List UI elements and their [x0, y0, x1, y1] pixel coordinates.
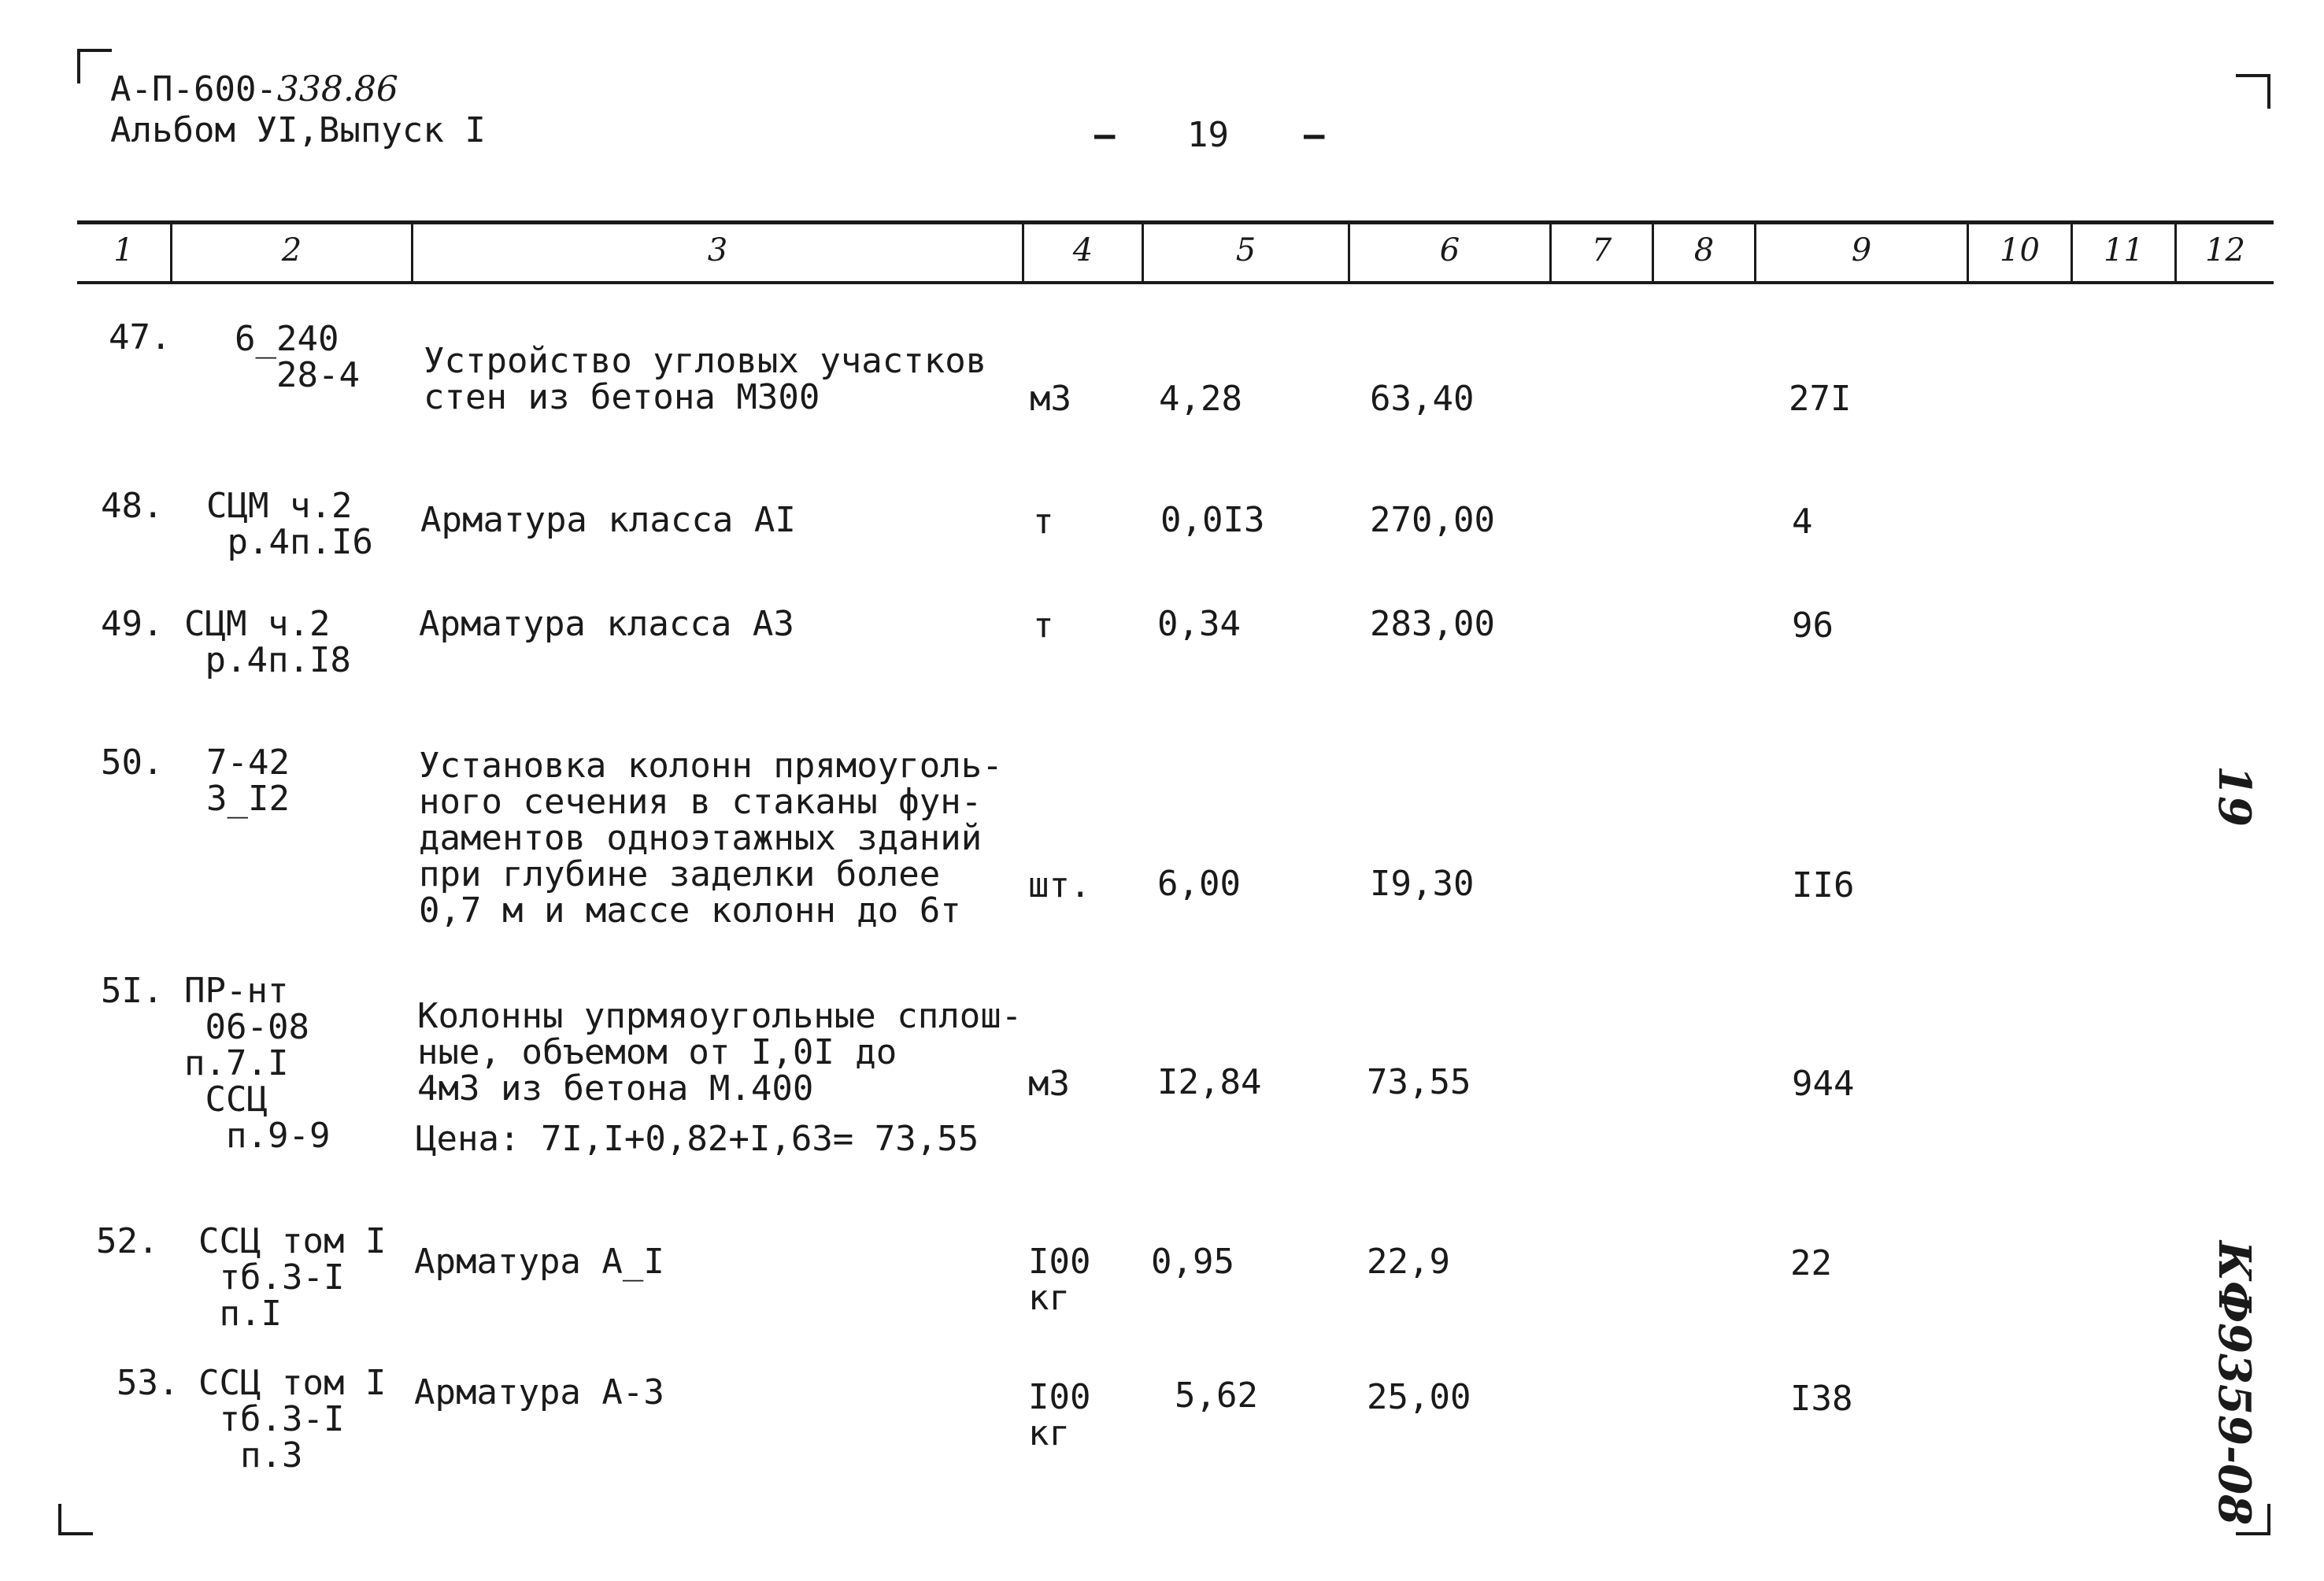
row-unit: I00 кг — [1028, 1242, 1091, 1318]
row-unit: шт. — [1028, 865, 1091, 905]
row-description: Установка колонн прямоуголь- ного сечения в стаканы фун- даментов одноэтажных зданий при глубине заделки более 0,7 м и массе колонн до 6т — [419, 746, 1003, 931]
margin-stamp: КФ9359-08 — [2208, 1241, 2260, 1526]
column-number-7: 7 — [1591, 232, 1612, 268]
row-number: 53. — [117, 1363, 179, 1403]
column-number-8: 8 — [1693, 232, 1715, 268]
column-number-11: 11 — [2104, 232, 2144, 268]
row-unit: м3 — [1028, 1064, 1070, 1104]
column-number-10: 10 — [2000, 232, 2040, 268]
corner-mark-bottom-left — [58, 1504, 93, 1535]
row-number: 48. — [101, 486, 164, 526]
row-unit: т — [1033, 502, 1054, 542]
row-code: ПР-нт 06-08 п.7.I ССЦ п.9-9 — [184, 971, 331, 1156]
table-header-top-rule — [77, 220, 2274, 224]
page-number: 19 — [1187, 115, 1229, 155]
row-description: Арматура А_I — [414, 1242, 664, 1282]
row-code: ССЦ том I тб.3-I п.3 — [198, 1363, 387, 1475]
row-total: 27I — [1789, 379, 1852, 419]
row-description: Арматура класса А3 — [419, 604, 794, 644]
row-unit-price: 270,00 — [1370, 500, 1495, 540]
column-number-2: 2 — [281, 232, 302, 268]
row-code: СЦМ ч.2 р.4п.I6 — [206, 486, 373, 562]
column-number-4: 4 — [1072, 232, 1094, 268]
page-dash-left: – — [1094, 115, 1116, 155]
row-quantity: 0,95 — [1151, 1242, 1234, 1282]
row-unit-price: 22,9 — [1367, 1242, 1450, 1282]
row-unit-price: 25,00 — [1367, 1377, 1471, 1417]
row-quantity: 4,28 — [1159, 379, 1242, 419]
row-total: I38 — [1790, 1379, 1853, 1419]
row-code: ССЦ том I тб.3-I п.I — [198, 1221, 387, 1334]
row-total: 22 — [1790, 1243, 1832, 1283]
row-description: Арматура А-3 — [414, 1372, 664, 1413]
row-unit-price: 283,00 — [1370, 604, 1495, 644]
row-unit-price: I9,30 — [1370, 864, 1475, 904]
table-header-bottom-rule — [77, 281, 2274, 284]
column-number-1: 1 — [113, 232, 134, 268]
row-number: 5I. — [101, 971, 164, 1011]
column-number-5: 5 — [1235, 232, 1256, 268]
row-unit: м3 — [1030, 379, 1071, 419]
row-number: 50. — [101, 742, 164, 783]
document-code — [110, 69, 398, 109]
row-total: 96 — [1792, 605, 1834, 646]
row-number: 49. — [101, 604, 164, 644]
row-code: СЦМ ч.2 р.4п.I8 — [184, 604, 351, 680]
row-description: Устройство угловых участков стен из бетона М300 — [424, 341, 987, 417]
column-number-9: 9 — [1851, 232, 1872, 268]
row-quantity: 0,34 — [1157, 604, 1241, 644]
row-price-note: Цена: 7I,I+0,82+I,63= 73,55 — [416, 1119, 979, 1159]
page-dash-right: – — [1304, 115, 1325, 155]
row-total: 944 — [1792, 1064, 1855, 1104]
row-quantity: 5,62 — [1175, 1376, 1258, 1416]
corner-mark-top-right — [2236, 74, 2270, 109]
album-title: Альбом УI,Выпуск I — [110, 110, 486, 150]
row-description: Арматура класса АI — [420, 500, 796, 540]
column-number-3: 3 — [707, 232, 728, 268]
margin-page-mark: 19 — [2208, 765, 2260, 827]
corner-mark-top-left — [77, 49, 112, 83]
row-unit-price: 73,55 — [1367, 1062, 1471, 1102]
row-total: 4 — [1792, 502, 1813, 542]
row-unit: т — [1033, 605, 1054, 646]
row-unit-price: 63,40 — [1370, 379, 1475, 419]
row-code: 7-42 3_I2 — [206, 742, 290, 819]
row-quantity: I2,84 — [1157, 1062, 1262, 1102]
row-number: 52. — [96, 1221, 159, 1261]
row-code: 6_240 28-4 — [235, 319, 360, 395]
row-quantity: 0,0I3 — [1160, 500, 1265, 540]
column-number-6: 6 — [1439, 232, 1460, 268]
row-unit: I00 кг — [1028, 1377, 1091, 1453]
row-description: Колонны упрмяоугольные сплош- ные, объемом от I,0I до 4м3 из бетона М.400 — [417, 996, 1023, 1109]
row-total: II6 — [1792, 865, 1855, 905]
column-number-12: 12 — [2205, 232, 2245, 268]
document-code-handwritten: 338.86 — [276, 69, 398, 109]
row-number: 47. — [109, 317, 172, 357]
document-code-printed: А-П-600- — [110, 69, 277, 109]
row-quantity: 6,00 — [1157, 864, 1241, 904]
